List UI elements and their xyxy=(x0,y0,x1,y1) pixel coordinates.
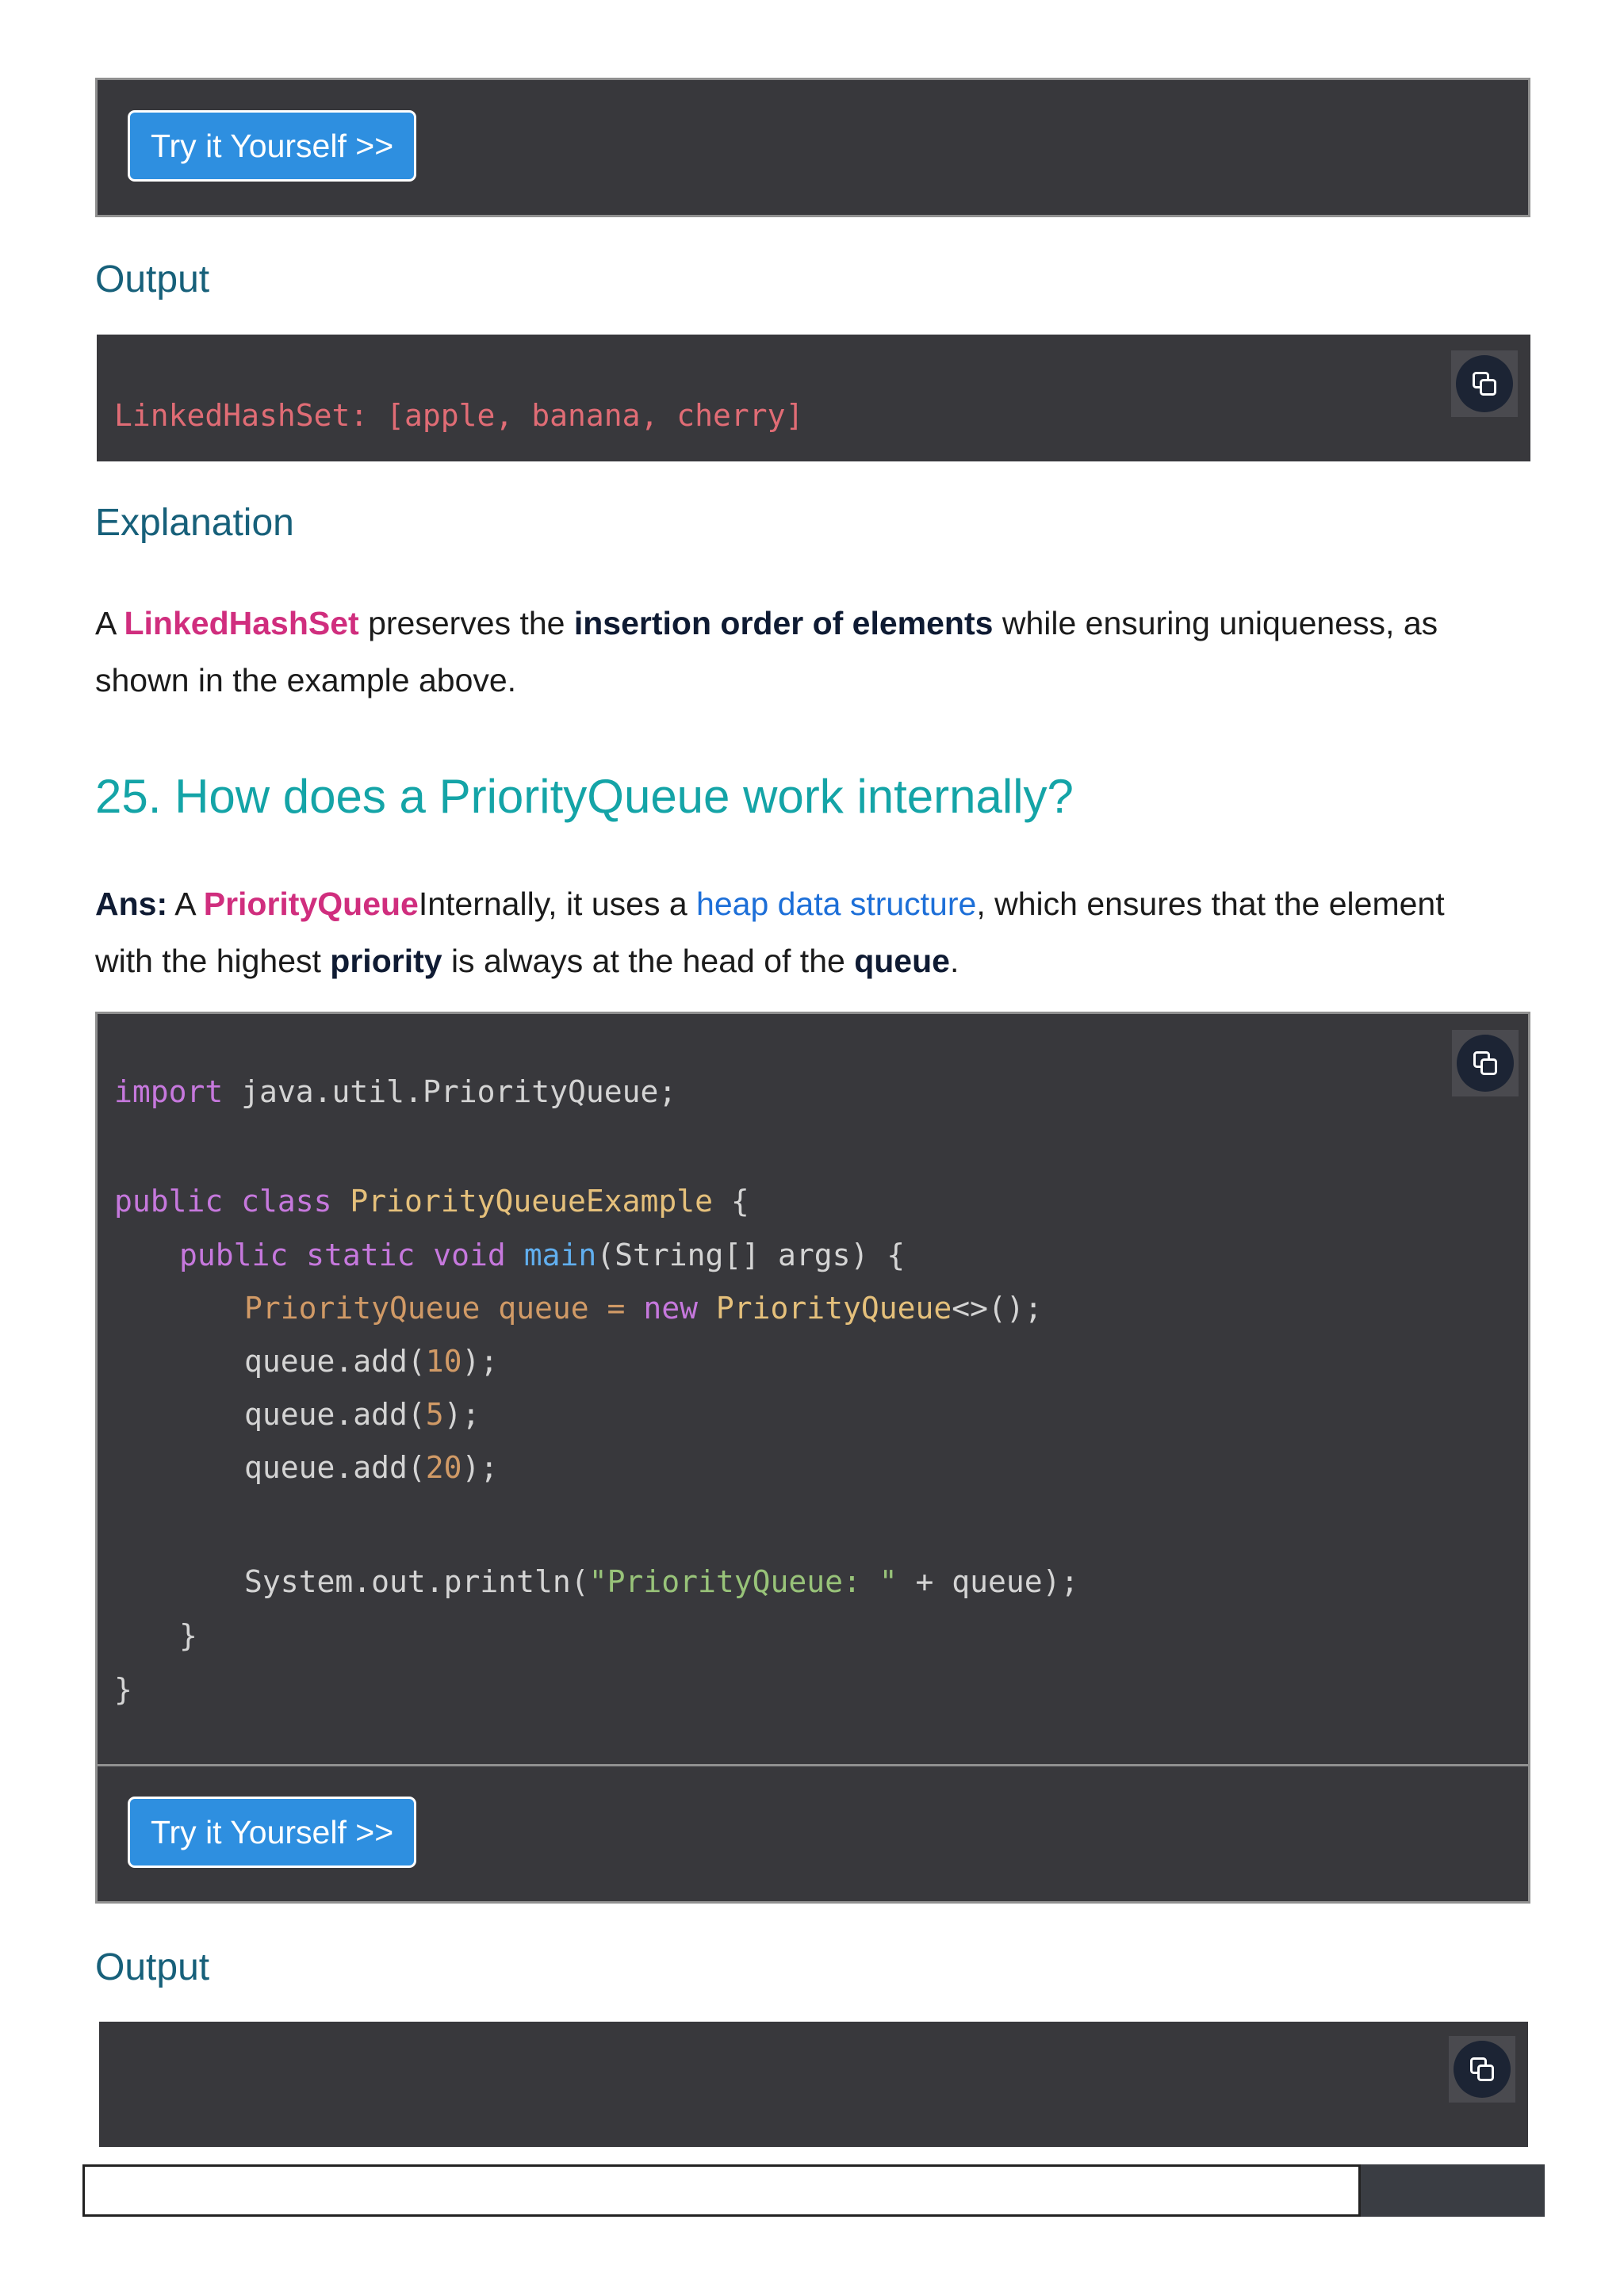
heap-link[interactable]: heap data structure xyxy=(696,886,977,922)
code-line xyxy=(244,1282,1043,1335)
bottom-dark-block xyxy=(1361,2164,1545,2217)
number: 20 xyxy=(425,1450,462,1485)
output-label: Output xyxy=(95,1946,210,1988)
ans-label: Ans: xyxy=(95,886,168,922)
explanation-label: Explanation xyxy=(95,502,294,544)
try-it-yourself-button[interactable]: Try it Yourself >> xyxy=(128,1797,416,1868)
text: shown in the example above. xyxy=(95,662,517,698)
code-line xyxy=(244,1388,480,1441)
text: while ensuring uniqueness, as xyxy=(993,605,1438,641)
code-line xyxy=(114,1663,132,1716)
code-line xyxy=(244,1441,498,1494)
code-text: + queue); xyxy=(897,1564,1079,1599)
variable: PriorityQueue queue = xyxy=(244,1291,644,1326)
number: 5 xyxy=(425,1397,444,1432)
code-text: ); xyxy=(462,1450,499,1485)
explanation-paragraph xyxy=(95,595,1546,709)
code-text: queue.add( xyxy=(244,1397,426,1432)
code-line xyxy=(114,1175,749,1228)
code-text: java.util.PriorityQueue; xyxy=(223,1074,677,1109)
code-text: <>(); xyxy=(952,1291,1043,1326)
bold-text: queue xyxy=(854,943,950,979)
closing-brace: } xyxy=(179,1618,197,1653)
code-line xyxy=(179,1229,905,1282)
keyword: new xyxy=(643,1291,698,1326)
output-label: Output xyxy=(95,258,210,300)
output-text: LinkedHashSet: [apple, banana, cherry] xyxy=(114,398,804,433)
question-heading: 25. How does a PriorityQueue work internally? xyxy=(95,770,1074,823)
text: . xyxy=(949,943,959,979)
text: Internally, it uses a xyxy=(418,886,697,922)
copy-button-wrap xyxy=(1451,350,1518,417)
run-panel-bottom xyxy=(95,1764,1530,1904)
code-text: System.out.println( xyxy=(244,1564,589,1599)
text: is always at the head of the xyxy=(442,943,855,979)
copy-button-wrap xyxy=(1452,1030,1519,1096)
bold-text: insertion order of elements xyxy=(573,605,994,641)
code-text: (String[] args) { xyxy=(596,1238,906,1272)
code-line xyxy=(114,1066,676,1119)
text: A xyxy=(167,886,204,922)
text: A xyxy=(95,605,124,641)
keyword: public class xyxy=(114,1184,332,1219)
code-text: { xyxy=(712,1184,749,1219)
code-text: ); xyxy=(462,1344,499,1379)
copy-icon xyxy=(1471,1049,1500,1077)
string-literal: "PriorityQueue: " xyxy=(588,1564,898,1599)
text: , which ensures that the element xyxy=(976,886,1445,922)
run-panel-top xyxy=(95,78,1530,217)
copy-icon xyxy=(1470,369,1499,398)
keyword: public static void xyxy=(179,1238,506,1272)
copy-button[interactable] xyxy=(1457,1035,1514,1092)
class-name: PriorityQueueExample xyxy=(331,1184,713,1219)
output-panel xyxy=(99,2022,1528,2147)
code-text: ); xyxy=(443,1397,481,1432)
keyword: import xyxy=(114,1074,224,1109)
number: 10 xyxy=(425,1344,462,1379)
class-name: PriorityQueue xyxy=(697,1291,952,1326)
code-text: queue.add( xyxy=(244,1450,426,1485)
bold-text: priority xyxy=(330,943,442,979)
bottom-input-box[interactable] xyxy=(82,2164,1361,2217)
copy-icon xyxy=(1468,2055,1496,2084)
copy-button[interactable] xyxy=(1454,2041,1511,2098)
code-line xyxy=(244,1335,498,1388)
code-line xyxy=(244,1556,1078,1609)
copy-button[interactable] xyxy=(1456,355,1513,412)
code-text: queue.add( xyxy=(244,1344,426,1379)
closing-brace: } xyxy=(114,1672,132,1707)
answer-paragraph xyxy=(95,875,1546,989)
text: preserves the xyxy=(358,605,574,641)
try-it-yourself-button[interactable]: Try it Yourself >> xyxy=(128,110,416,182)
text: with the highest xyxy=(95,943,331,979)
term-priorityqueue: PriorityQueue xyxy=(203,886,419,922)
copy-button-wrap xyxy=(1449,2036,1515,2103)
code-line xyxy=(179,1609,197,1663)
term-linkedhashset: LinkedHashSet xyxy=(124,605,359,641)
function-name: main xyxy=(505,1238,597,1272)
